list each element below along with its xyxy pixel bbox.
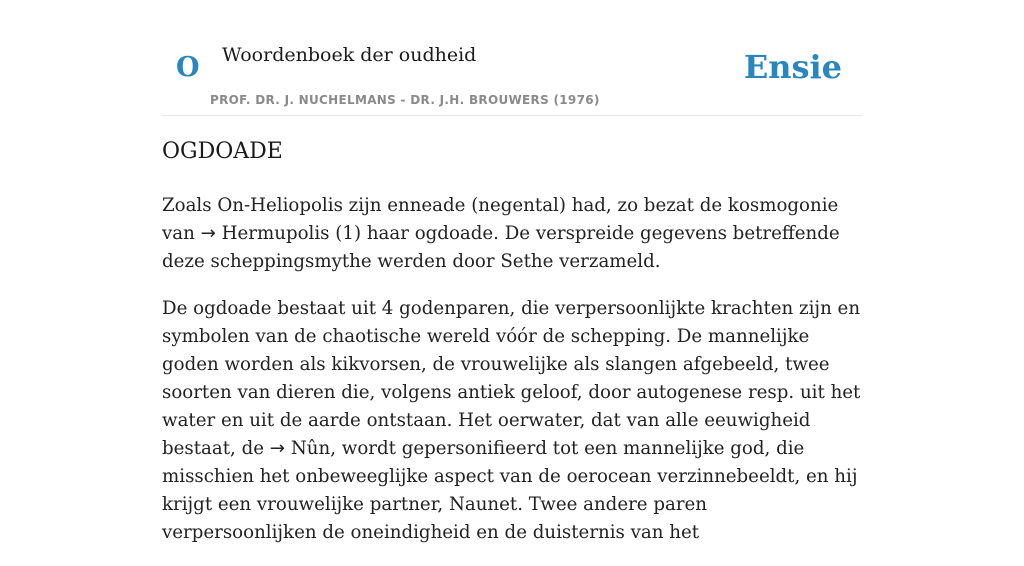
entry-body bbox=[162, 192, 862, 566]
book-title-link[interactable]: Woordenboek der oudheid bbox=[222, 44, 477, 66]
entry-title: OGDOADE bbox=[162, 139, 283, 164]
letter-index-link[interactable]: O bbox=[176, 52, 200, 83]
xref-nun-label: Nûn bbox=[290, 438, 331, 459]
paragraph-1-text-a: Zoals On-Heliopolis zijn enneade (negental) had, zo bezat de kosmogonie van bbox=[162, 195, 839, 244]
paragraph-1-text-b: (1) haar ogdoade. De verspreide gegevens betreffende deze scheppingsmythe werden door Sethe verzameld. bbox=[162, 223, 840, 272]
paragraph-1 bbox=[162, 192, 862, 276]
paragraph-2 bbox=[162, 295, 862, 547]
ensie-logo-link[interactable]: Ensie bbox=[743, 48, 842, 86]
arrow-right-icon: → bbox=[269, 438, 286, 459]
paragraph-2-text-b: , wordt gepersonifieerd tot een mannelijke god, die misschien het onbeweeglijke aspect van de oerocean verzinnebeeldt, en hij krijgt een vrouwelijke partner, Naunet. Twee andere paren verpersoonlijken de oneindigheid en de duisternis van het bbox=[162, 438, 858, 543]
arrow-right-icon: → bbox=[200, 223, 216, 244]
xref-hermupolis-label: Hermupolis bbox=[221, 223, 330, 244]
xref-nun-link[interactable] bbox=[270, 438, 330, 459]
paragraph-2-text-a: De ogdoade bestaat uit 4 godenparen, die verpersoonlijkte krachten zijn en symbolen van de chaotische wereld vóór de schepping. De mannelijke goden worden als kikvorsen, de vrouwelijke als slangen afgebeeld, twee soorten van dieren die, volgens antiek geloof, door autogenese resp. uit het water en uit de aarde ontstaan. Het oerwater, dat van alle eeuwigheid bestaat, de bbox=[162, 298, 861, 459]
book-authors: PROF. DR. J. NUCHELMANS - DR. J.H. BROUWERS (1976) bbox=[210, 93, 600, 107]
book-header bbox=[162, 0, 862, 116]
xref-hermupolis-link[interactable] bbox=[201, 223, 330, 244]
